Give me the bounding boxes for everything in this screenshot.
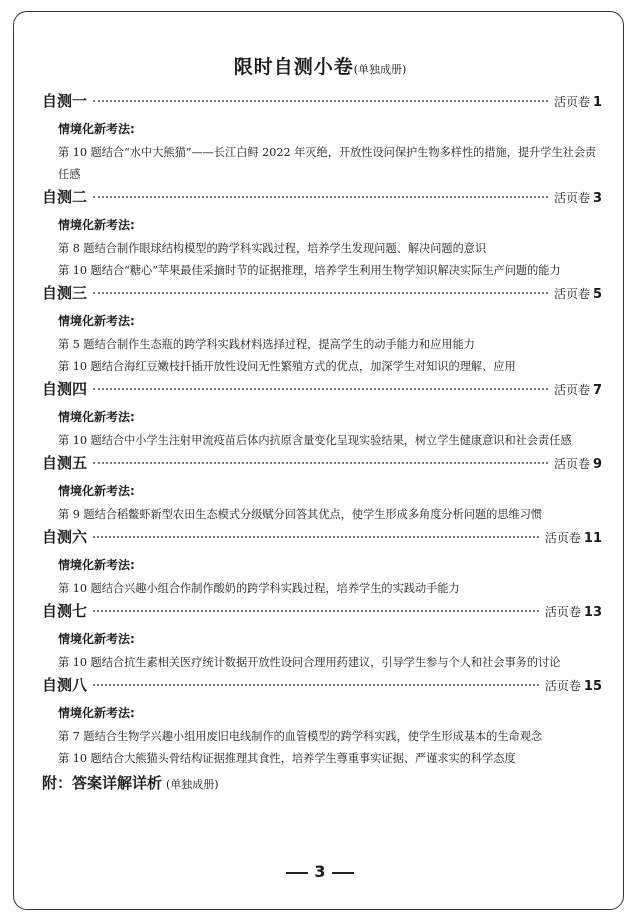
table-of-contents (42, 90, 602, 802)
toc-section (42, 674, 602, 770)
toc-section (42, 186, 602, 282)
section-name: 自测一 (42, 92, 88, 110)
page-number: 3 (314, 862, 326, 881)
appendix-note: (单独成册) (166, 778, 219, 791)
question-description: 第 5 题结合制作生态瓶的跨学科实践材料选择过程，提高学生的动手能力和应用能力 (58, 338, 475, 351)
toc-section (42, 378, 602, 452)
page-footer (0, 862, 640, 881)
page-prefix: 活页卷 (544, 531, 581, 545)
section-page (545, 677, 602, 694)
page-title (0, 52, 640, 79)
question-description: 第 7 题结合生物学兴趣小组用废旧电线制作的血管模型的跨学科实践，使学生形成基本的生命观念 (58, 730, 543, 743)
question-description: 第 10 题结合中小学生注射甲流疫苗后体内抗原含量变化呈现实验结果，树立学生健康意识和社会责任感 (58, 434, 572, 447)
page-number-ref: 15 (583, 679, 602, 694)
section-page (554, 381, 602, 398)
toc-entry[interactable] (42, 452, 602, 478)
leader-dots (93, 536, 539, 538)
section-name: 自测七 (42, 602, 88, 620)
footer-dash-left (286, 872, 308, 874)
toc-section (42, 90, 602, 186)
leader-dots (93, 610, 539, 612)
appendix-entry[interactable] (42, 772, 602, 802)
title-note: (单独成册) (353, 63, 407, 76)
leader-dots (93, 462, 548, 464)
question-description: 第 10 题结合海红豆嫩枝扦插开放性设问无性繁殖方式的优点，加深学生对知识的理解、应用 (58, 360, 516, 373)
footer-dash-right (332, 872, 354, 874)
section-name: 自测六 (42, 528, 88, 546)
question-description: 第 8 题结合制作眼球结构模型的跨学科实践过程，培养学生发现问题、解决问题的意识 (58, 242, 487, 255)
new-exam-label: 情境化新考法: (58, 706, 135, 720)
question-description: 第 10 题结合大熊猫头骨结构证据推理其食性，培养学生尊重事实证据、严谨求实的科学态度 (58, 752, 516, 765)
section-name: 自测四 (42, 380, 88, 398)
section-page (545, 603, 602, 620)
page-prefix: 活页卷 (544, 679, 581, 693)
toc-section (42, 600, 602, 674)
leader-dots (93, 684, 539, 686)
new-exam-label: 情境化新考法: (58, 484, 135, 498)
toc-section (42, 282, 602, 378)
toc-entry[interactable] (42, 378, 602, 404)
page-number-ref: 7 (592, 383, 602, 398)
toc-entry[interactable] (42, 90, 602, 116)
section-name: 自测二 (42, 188, 88, 206)
toc-entry[interactable] (42, 674, 602, 700)
page-number-ref: 9 (592, 457, 602, 472)
section-page (554, 455, 602, 472)
toc-section (42, 526, 602, 600)
new-exam-label: 情境化新考法: (58, 122, 135, 136)
new-exam-label: 情境化新考法: (58, 314, 135, 328)
leader-dots (93, 196, 548, 198)
question-description: 第 9 题结合稻鳖虾新型农田生态模式分级赋分回答其优点，使学生形成多角度分析问题的思维习惯 (58, 508, 543, 521)
leader-dots (93, 100, 548, 102)
section-name: 自测八 (42, 676, 88, 694)
question-description: 第 10 题结合抗生素相关医疗统计数据开放性设问合理用药建议，引导学生参与个人和社会事务的讨论 (58, 656, 561, 669)
page-number-ref: 5 (592, 287, 602, 302)
new-exam-label: 情境化新考法: (58, 410, 135, 424)
question-description: 第 10 题结合“水中大熊猫”——长江白鲟 2022 年灭绝，开放性设问保护生物多样性的措施，提升学生社会责任感 (58, 146, 597, 181)
title-text: 限时自测小卷 (233, 56, 354, 78)
page-prefix: 活页卷 (553, 191, 590, 205)
leader-dots (93, 388, 548, 390)
section-name: 自测五 (42, 454, 88, 472)
page-prefix: 活页卷 (544, 605, 581, 619)
section-name: 自测三 (42, 284, 88, 302)
question-description: 第 10 题结合“糖心”苹果最佳采摘时节的证据推理，培养学生利用生物学知识解决实际生产问题的能力 (58, 264, 561, 277)
toc-entry[interactable] (42, 600, 602, 626)
page-number-ref: 1 (592, 95, 602, 110)
new-exam-label: 情境化新考法: (58, 218, 135, 232)
section-page (554, 93, 602, 110)
leader-dots (93, 292, 548, 294)
page-number-ref: 13 (583, 605, 602, 620)
page-prefix: 活页卷 (553, 287, 590, 301)
page-prefix: 活页卷 (553, 95, 590, 109)
toc-section (42, 452, 602, 526)
new-exam-label: 情境化新考法: (58, 632, 135, 646)
appendix-name: 附：答案详解详析 (42, 774, 163, 792)
section-page (554, 189, 602, 206)
page-prefix: 活页卷 (553, 383, 590, 397)
new-exam-label: 情境化新考法: (58, 558, 135, 572)
toc-entry[interactable] (42, 186, 602, 212)
toc-entry[interactable] (42, 282, 602, 308)
page-prefix: 活页卷 (553, 457, 590, 471)
section-page (545, 529, 602, 546)
section-page (554, 285, 602, 302)
question-description: 第 10 题结合兴趣小组合作制作酸奶的跨学科实践过程，培养学生的实践动手能力 (58, 582, 460, 595)
page-number-ref: 3 (592, 191, 602, 206)
toc-entry[interactable] (42, 526, 602, 552)
page-number-ref: 11 (583, 531, 602, 546)
